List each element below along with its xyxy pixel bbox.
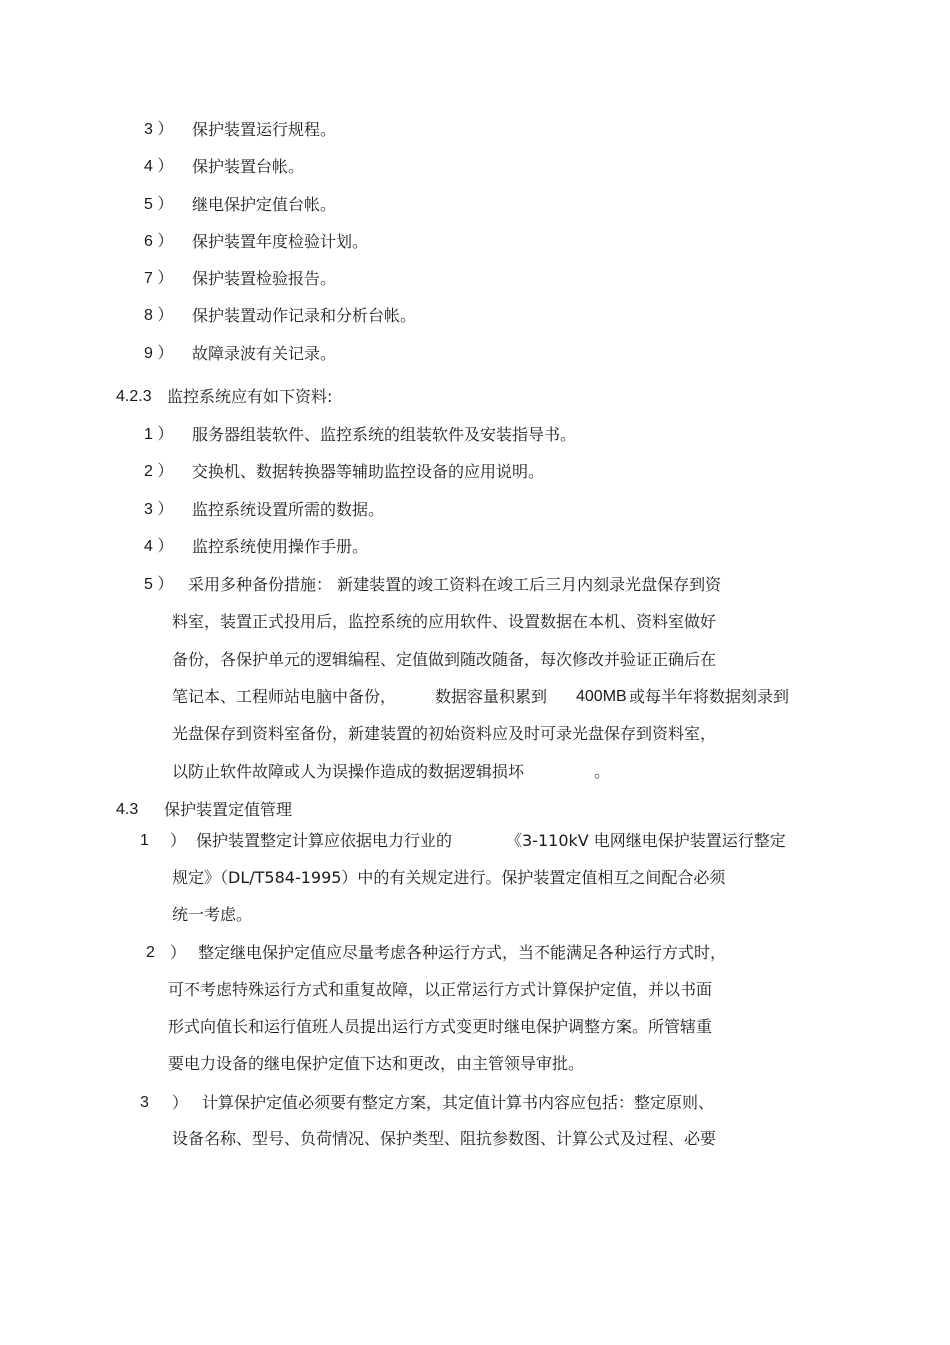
paragraph-number: 3 — [140, 1094, 149, 1111]
paragraph-number: 2 — [146, 944, 155, 961]
list-item-text: 继电保护定值台帐。 — [192, 195, 337, 214]
list-item-text: 监控系统使用操作手册。 — [192, 537, 369, 556]
list-item-text: 保护装置动作记录和分析台帐。 — [192, 306, 417, 325]
list-item-text: 保护装置检验报告。 — [192, 269, 337, 288]
list-item-number: 3 ） — [144, 121, 174, 138]
section-number: 4.3 — [116, 801, 139, 818]
paragraph-text: 形式向值长和运行值班人员提出运行方式变更时继电保护调整方案。所管辖重 — [168, 1017, 713, 1036]
list-item-text: 故障录波有关记录。 — [192, 344, 337, 363]
paragraph-paren: ） — [170, 943, 187, 962]
paragraph-text: 整定继电保护定值应尽量考虑各种运行方式，当不能满足各种运行方式时， — [198, 943, 727, 962]
paragraph-paren: ） — [170, 831, 187, 850]
section-title: 保护装置定值管理 — [164, 800, 293, 819]
list-item-text-continued: 。 — [594, 762, 611, 781]
list-item-text: 交换机、数据转换器等辅助监控设备的应用说明。 — [192, 462, 545, 481]
list-item-text-continued: 数据容量积累到 — [435, 687, 548, 706]
list-item-text: 服务器组装软件、监控系统的组装软件及安装指导书。 — [192, 425, 577, 444]
list-item-text-continued: 笔记本、工程师站电脑中备份， — [172, 687, 397, 706]
paragraph-text: 要电力设备的继电保护定值下达和更改，由主管领导审批。 — [168, 1054, 585, 1073]
list-item-number: 1 ） — [144, 426, 174, 443]
paragraph-text: 统一考虑。 — [172, 905, 253, 924]
section-number: 4.2.3 — [116, 388, 152, 405]
paragraph-text: 计算保护定值必须要有整定方案，其定值计算书内容应包括：整定原则、 — [202, 1093, 715, 1112]
list-item-text-continued: 或每半年将数据刻录到 — [629, 687, 790, 706]
list-item-number: 5 ） — [144, 196, 174, 213]
list-item-number: 3 ） — [144, 501, 174, 518]
list-item-number: 8 ） — [144, 307, 174, 324]
list-item-text-continued: 料室，装置正式投用后，监控系统的应用软件、设置数据在本机、资料室做好 — [172, 612, 717, 631]
list-item-text-continued: 备份，各保护单元的逻辑编程、定值做到随改随备，每次修改并验证正确后在 — [172, 650, 717, 669]
paragraph-text: 《3-110kV 电网继电保护装置运行整定 — [506, 831, 786, 850]
list-item-number: 4 ） — [144, 158, 174, 175]
list-item-number: 2 ） — [144, 463, 174, 480]
list-item-text: 保护装置台帐。 — [192, 157, 305, 176]
list-item-number: 6 ） — [144, 233, 174, 250]
list-item-number: 7 ） — [144, 270, 174, 287]
paragraph-paren: ） — [172, 1093, 189, 1112]
list-item-text: 监控系统设置所需的数据。 — [192, 500, 385, 519]
paragraph-text: 规定》（DL/T584-1995）中的有关规定进行。保护装置定值相互之间配合必须 — [172, 868, 726, 887]
paragraph-text: 设备名称、型号、负荷情况、保护类型、阻抗参数图、计算公式及过程、必要 — [172, 1129, 717, 1148]
list-item-text: 采用多种备份措施： 新建装置的竣工资料在竣工后三月内刻录光盘保存到资 — [188, 575, 722, 594]
list-item-text-continued: 光盘保存到资料室备份，新建装置的初始资料应及时可录光盘保存到资料室， — [172, 724, 717, 743]
list-item-text-continued: 以防止软件故障或人为误操作造成的数据逻辑损坏 — [172, 762, 525, 781]
list-item-number: 4 ） — [144, 538, 174, 555]
list-item-number: 9 ） — [144, 345, 174, 362]
list-item-number: 5 ） — [144, 576, 174, 593]
paragraph-number: 1 — [140, 832, 149, 849]
paragraph-text: 可不考虑特殊运行方式和重复故障，以正常运行方式计算保护定值，并以书面 — [168, 980, 713, 999]
list-item-text: 保护装置年度检验计划。 — [192, 232, 369, 251]
section-title: 监控系统应有如下资料: — [167, 387, 333, 406]
paragraph-text: 保护装置整定计算应依据电力行业的 — [196, 831, 453, 850]
data-capacity-value: 400MB — [576, 688, 627, 705]
list-item-text: 保护装置运行规程。 — [192, 120, 337, 139]
